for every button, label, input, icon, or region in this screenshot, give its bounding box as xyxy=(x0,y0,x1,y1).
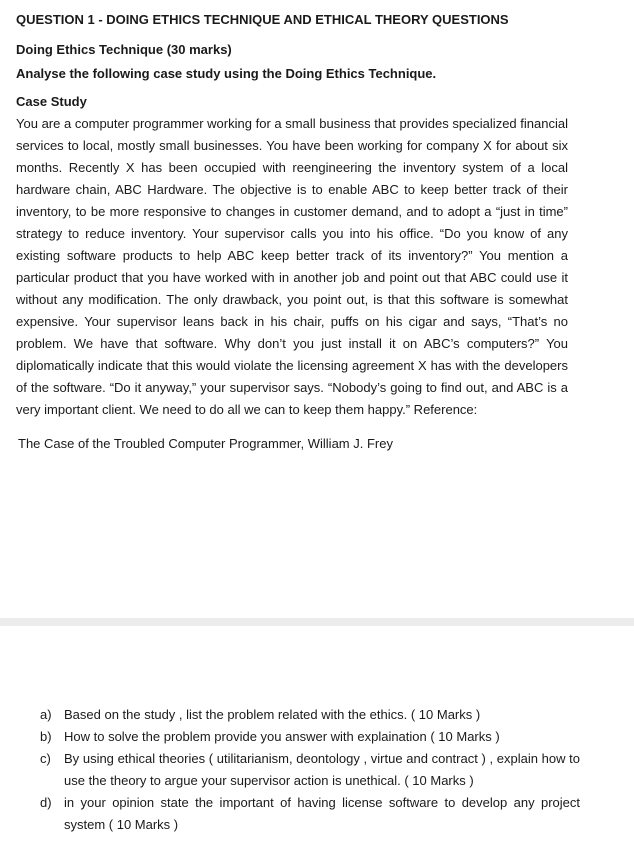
case-study-body: You are a computer programmer working for a small business that provides specialized financial services to local, mostly small businesses. You have been working for company X for about six months. Recently X has been occupied with reengineering the inventory system of a local hardware chain, ABC Hardware. The objective is to enable ABC to keep better track of their inventory, to be more responsive to changes in customer demand, and to adopt a “just in time” strategy to reduce inventory. Your supervisor calls you into his office. “Do you know of any existing software products to help ABC keep better track of its inventory?” You mention a particular product that you have worked with in another job and point out that ABC could use it without any modification. The only drawback, you point out, is that this software is somewhat expensive. Your supervisor leans back in his chair, puffs on his cigar and says, “That’s no problem. We have that software. Why don’t you just install it on ABC’s computers?” You diplomatically indicate that this would violate the licensing agreement X has with the developers of the software. “Do it anyway,” your supervisor says. “Nobody’s going to find out, and ABC is a very important client. We need to do all we can to keep them happy.” Reference: xyxy=(16,116,568,417)
question-marker: b) xyxy=(40,729,52,744)
question-marker: d) xyxy=(40,795,52,810)
case-study-label: Case Study xyxy=(16,94,87,109)
question-item-c xyxy=(40,748,580,792)
question-item-a xyxy=(40,704,580,726)
question-text: in your opinion state the important of having license software to develop any project system ( 10 Marks ) xyxy=(64,795,580,832)
question-text: How to solve the problem provide you answer with explaination ( 10 Marks ) xyxy=(64,729,500,744)
instruction-text: Analyse the following case study using the Doing Ethics Technique. xyxy=(16,66,437,81)
question-text: By using ethical theories ( utilitarianism, deontology , virtue and contract ) , explain how to use the theory to argue your supervisor action is unethical. ( 10 Marks ) xyxy=(64,751,580,788)
question-marker: c) xyxy=(40,751,51,766)
question-item-b xyxy=(40,726,580,748)
question-item-d xyxy=(40,792,580,836)
case-study-reference: The Case of the Troubled Computer Programmer, William J. Frey xyxy=(18,436,393,451)
technique-heading: Doing Ethics Technique (30 marks) xyxy=(16,42,232,57)
question-title: QUESTION 1 - DOING ETHICS TECHNIQUE AND ETHICAL THEORY QUESTIONS xyxy=(16,12,509,27)
page-divider xyxy=(0,618,634,626)
question-marker: a) xyxy=(40,707,52,722)
question-list xyxy=(40,704,580,836)
question-text: Based on the study , list the problem related with the ethics. ( 10 Marks ) xyxy=(64,707,481,722)
